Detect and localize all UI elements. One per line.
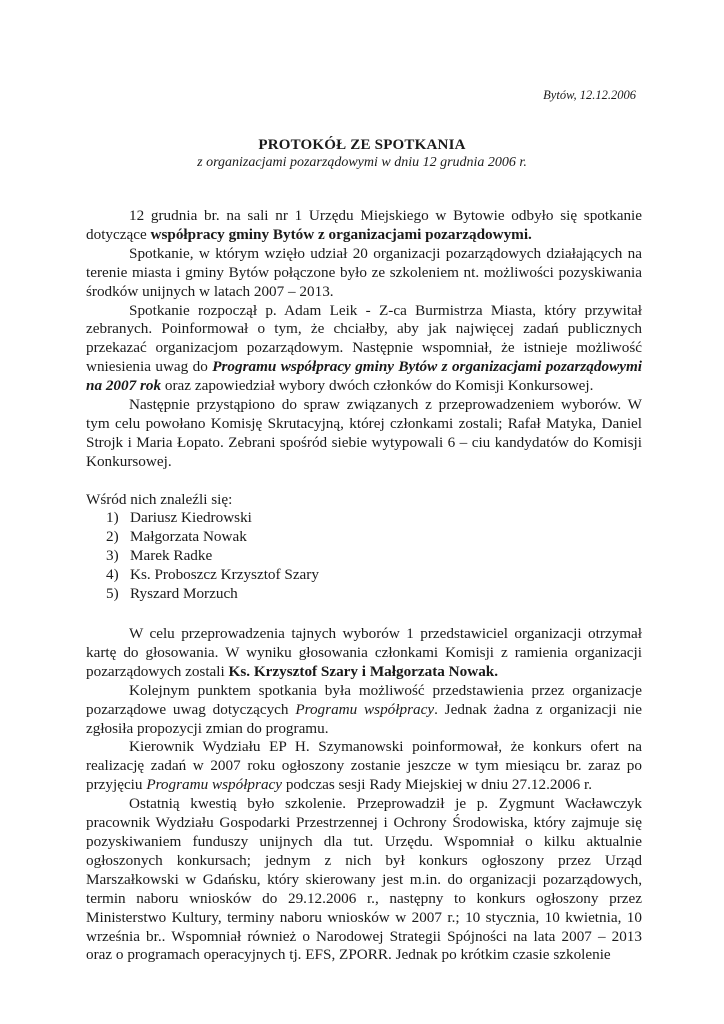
list-item bbox=[86, 509, 642, 528]
list-number: 4) bbox=[106, 566, 119, 584]
paragraph-contest bbox=[86, 738, 642, 795]
candidate-name: Dariusz Kiedrowski bbox=[130, 509, 252, 527]
list-number: 5) bbox=[106, 585, 119, 603]
paragraph-text: . Jednak żadna z organizacji nie zgłosiła propozycji zmian do programu. bbox=[86, 700, 642, 737]
program-title: Programu współpracy bbox=[146, 776, 283, 794]
candidate-name: Ryszard Morzuch bbox=[130, 585, 238, 603]
paragraph-vote-result bbox=[86, 625, 642, 682]
paragraph-training: Ostatnią kwestią było szkolenie. Przeprowadził je p. Zygmunt Wacławczyk pracownik Wydziału Gospodarki Przestrzennej i Ochrony Środowiska, który zajmuje się pozyskiwaniem funduszy unijnych dla tut. Urzędu. Wspomniał o kilku aktualnie ogłoszonych konkursach; jednym z nich był konkurs ogłoszony przez Urząd Marszałkowski w Gdańsku, który skierowany jest m.in. do organizacji pozarządowych, termin naboru wniosków do 29.12.2006 r., następny to konkurs ogłoszony przez Ministerstwo Kultury, terminy naboru wniosków w 2007 r.; 10 stycznia, 10 kwietnia, 10 września br.. Wspomniał również o Narodowej Strategii Spójności na lata 2007 – 2013 oraz o programach operacyjnych tj. EFS, ZPORR. Jednak po krótkim czasie szkolenie bbox=[86, 795, 642, 964]
document-date: Bytów, 12.12.2006 bbox=[543, 88, 636, 102]
paragraph-text: 12 grudnia br. na sali nr 1 Urzędu Miejskiego w Bytowie odbyło się spotkanie dotyczące bbox=[86, 207, 642, 243]
document-body bbox=[86, 207, 642, 965]
list-item bbox=[86, 585, 642, 604]
paragraph-text: Spotkanie rozpoczął p. Adam Leik - Z-ca Burmistrza Miasta, który przywitał zebranych. Poinformował o tym, że chciałby, aby jak najwięcej zadań publicznych przekazać organizacjom pozarządowym. Następnie wspomniał, że istnieje możliwość wniesienia uwag do bbox=[86, 301, 642, 376]
emphasis-text: Ks. Krzysztof Szary i Małgorzata Nowak. bbox=[228, 662, 499, 680]
paragraph-text: Kierownik Wydziału EP H. Szymanowski poinformował, że konkurs ofert na realizację zadań w 2007 roku ogłoszony zostanie jeszcze w tym miesiącu br. zaraz po przyjęciu bbox=[86, 738, 642, 794]
list-item bbox=[86, 528, 642, 547]
paragraph-meeting-intro bbox=[86, 207, 642, 245]
program-title: Programu współpracy bbox=[295, 700, 435, 718]
paragraph-program-remarks bbox=[86, 682, 642, 739]
candidate-list bbox=[86, 509, 642, 604]
emphasis-text: współpracy gminy Bytów z organizacjami pozarządowymi. bbox=[150, 225, 532, 243]
paragraph-opening bbox=[86, 302, 642, 397]
candidate-name: Małgorzata Nowak bbox=[130, 528, 247, 546]
list-number: 1) bbox=[106, 509, 119, 527]
list-item bbox=[86, 566, 642, 585]
paragraph-participants: Spotkanie, w którym wzięło udział 20 organizacji pozarządowych działających na terenie miasta i gminy Bytów połączone było ze szkoleniem nt. możliwości pozyskiwania środków unijnych w latach 2007 – 2013. bbox=[86, 244, 642, 300]
program-title: Programu współpracy gminy Bytów z organizacjami pozarządowymi na 2007 rok bbox=[86, 358, 642, 395]
paragraph-text: Kolejnym punktem spotkania była możliwość przedstawienia przez organizacje pozarządowe uwag dotyczących bbox=[86, 681, 642, 718]
list-number: 2) bbox=[106, 528, 119, 546]
list-number: 3) bbox=[106, 547, 119, 565]
document-title: PROTOKÓŁ ZE SPOTKANIA bbox=[258, 137, 466, 153]
document-subtitle: z organizacjami pozarządowymi w dniu 12 grudnia 2006 r. bbox=[197, 155, 527, 170]
paragraph-elections: Następnie przystąpiono do spraw związanych z przeprowadzeniem wyborów. W tym celu powołano Komisję Skrutacyjną, której członkami zostali; Rafał Matyka, Daniel Strojk i Maria Łopato. Zebrani spośród siebie wytypowali 6 – ciu kandydatów do Komisji Konkursowej. bbox=[86, 396, 642, 470]
paragraph-text: podczas sesji Rady Miejskiej w dniu 27.12.2006 r. bbox=[282, 776, 593, 794]
list-item bbox=[86, 547, 642, 566]
list-intro: Wśród nich znaleźli się: bbox=[86, 490, 233, 508]
paragraph-text: oraz zapowiedział wybory dwóch członków do Komisji Konkursowej. bbox=[161, 377, 594, 395]
paragraph-text: W celu przeprowadzenia tajnych wyborów 1 przedstawiciel organizacji otrzymał kartę do głosowania. W wyniku głosowania członkami Komisji z ramienia organizacji pozarządowych zostali bbox=[86, 625, 642, 680]
candidate-name: Marek Radke bbox=[130, 547, 213, 565]
candidate-name: Ks. Proboszcz Krzysztof Szary bbox=[130, 566, 319, 584]
